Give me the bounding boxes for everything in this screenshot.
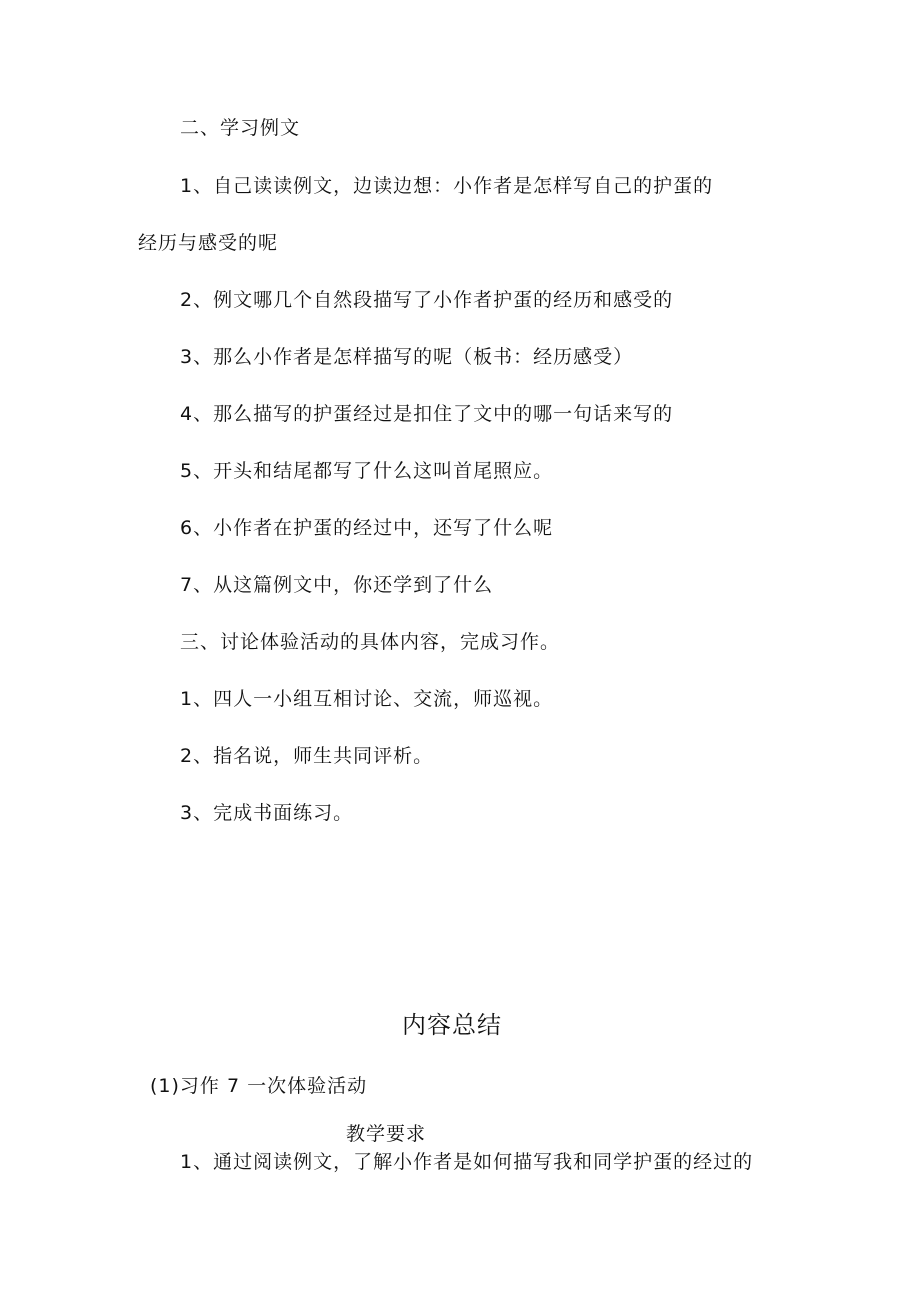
study-item-7: 7、从这篇例文中，你还学到了什么 [180,574,494,596]
summary-point-1: 1、通过阅读例文，了解小作者是如何描写我和同学护蛋的经过的 [180,1151,754,1173]
section-heading-discussion: 三、讨论体验活动的具体内容，完成习作。 [180,631,561,653]
study-item-6: 6、小作者在护蛋的经过中，还写了什么呢 [180,517,554,539]
study-item-3: 3、那么小作者是怎样描写的呢（板书：经历感受） [180,346,634,368]
discussion-item-3: 3、完成书面练习。 [180,802,354,824]
summary-subheading: 教学要求 [346,1123,427,1145]
summary-item: (1)习作 7 一次体验活动 [150,1075,368,1097]
study-item-4: 4、那么描写的护蛋经过是扣住了文中的哪一句话来写的 [180,403,674,425]
section-heading-study-example: 二、学习例文 [180,117,301,139]
study-item-1-continued: 经历与感受的呢 [138,232,279,254]
study-item-5: 5、开头和结尾都写了什么这叫首尾照应。 [180,460,554,482]
study-item-2: 2、例文哪几个自然段描写了小作者护蛋的经历和感受的 [180,289,674,311]
study-item-1: 1、自己读读例文，边读边想：小作者是怎样写自己的护蛋的 [180,175,714,197]
summary-title: 内容总结 [402,1011,502,1039]
discussion-item-2: 2、指名说，师生共同评析。 [180,745,434,767]
discussion-item-1: 1、四人一小组互相讨论、交流，师巡视。 [180,688,554,710]
